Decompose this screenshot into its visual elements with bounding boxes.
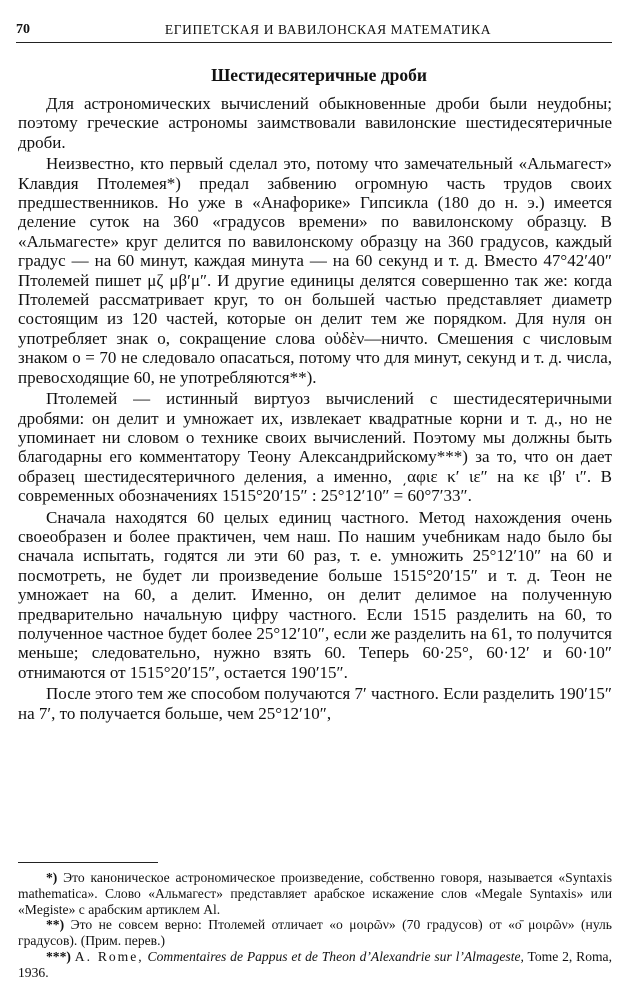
footnotes [18,870,612,981]
footnote-rule [18,862,158,863]
running-title: ЕГИПЕТСКАЯ И ВАВИЛОНСКАЯ МАТЕМАТИКА [164,22,492,37]
footnote-1 [18,870,612,917]
page-number: 70 [16,22,30,37]
footnote-3-rest: Tome 2, Roma, 1936. [18,948,612,980]
footnote-1-text: Это каноническое астрономическое произведение, собственно говоря, называется «Syntaxis mathematica». Слово «Альмагест» представляет арабское искажение слов «Megale Syntaxis» или «Megiste» с арабским артиклем Al. [18,870,612,917]
paragraph-2: Неизвестно, кто первый сделал это, потому что замечательный «Альмагест» Клавдия Птолемея*) предал забвению огромную часть трудов своих предшественников. Но уже в «Анафорике» Гипсикла (180 до н. э.) имеется деление суток на 360 «градусов времени» по вавилонскому образцу. В «Альмагесте» круг делится по вавилонскому образцу на 360 градусов, каждый градус — на 60 минут, каждая минута — на 60 секунд и т. д. Вместо 47°42′40″ Птолемей пишет μζ μβ′μ″. И другие единицы делятся совершенно так же: когда Птолемей рассматривает круг, то он большей частью представляет диаметр состоящим из 120 частей, которые он делит тем же порядком. Для нуля он употребляет знак ο, сокращение слова οὐδὲν—ничто. Смешения с числовым знаком ο = 70 не следовало опасаться, потому что для минут, секунд и т. д. числа, превосходящие 60, не употребляются**). [18,154,612,387]
paragraph-3: Птолемей — истинный виртуоз вычислений с шестидесятеричными дробями: он делит и умножает их, извлекает квадратные корни и т. д., но не упоминает ни словом о технике своих вычислений. Поэтому мы должны быть благодарны его комментатору Теону Александрийскому***) за то, что он дает образец шестидесятеричного деления, а именно, ͵αφιε κ′ ιε″ на κε ιβ′ ι″. В современных обозначениях 1515°20′15″ : 25°12′10″ = 60°7′33″. [18,389,612,506]
footnote-3-author: A. Rome, [74,948,144,964]
footnote-2 [18,917,612,949]
header-rule [16,42,612,43]
footnote-1-mark: *) [46,870,58,885]
footnote-3-title: Commentaires de Pappus et de Theon d’Alexandrie sur l’Almageste, [147,948,524,964]
footnote-3-mark: ***) [46,948,71,964]
paragraph-1: Для астрономических вычислений обыкновенные дроби были неудобны; поэтому греческие астрономы заимствовали вавилонские шестидесятеричные дроби. [18,94,612,152]
paragraph-5: После этого тем же способом получаются 7′ частного. Если разделить 190′15″ на 7′, то получается больше, чем 25°12′10″, [18,684,612,723]
footnote-2-mark: **) [46,917,65,933]
paragraph-4: Сначала находятся 60 целых единиц частного. Метод нахождения очень своеобразен и более практичен, чем наш. По нашим учебникам надо было бы сначала испытать, годятся ли эти 60 раз, т. е. умножить 25°12′10″ на 60 и посмотреть, не будет ли произведение больше 1515°20′15″ и т. д. Теон не умножает на 60, а делит. Именно, он делит делимое на полученную предварительно начальную цифру частного. Если 1515 разделить на 60, то полученное частное будет более 25°12′10″, если же разделить на 61, то получится меньше; следовательно, нужно взять 60. Теперь 60·25°, 60·12′ и 60·10″ отнимаются от 1515°20′15″, остается 190′15″. [18,507,612,682]
footnote-2-text: Это не совсем верно: Птолемей отличает «ο μοιρῶν» (70 градусов) от «ο̄ μοιρῶν» (нуль градусов). (Прим. перев.) [18,917,613,949]
section-title: Шестидесятеричные дроби [211,65,427,85]
footnote-3 [18,949,612,981]
page-header [16,22,612,38]
body-text [18,94,612,725]
